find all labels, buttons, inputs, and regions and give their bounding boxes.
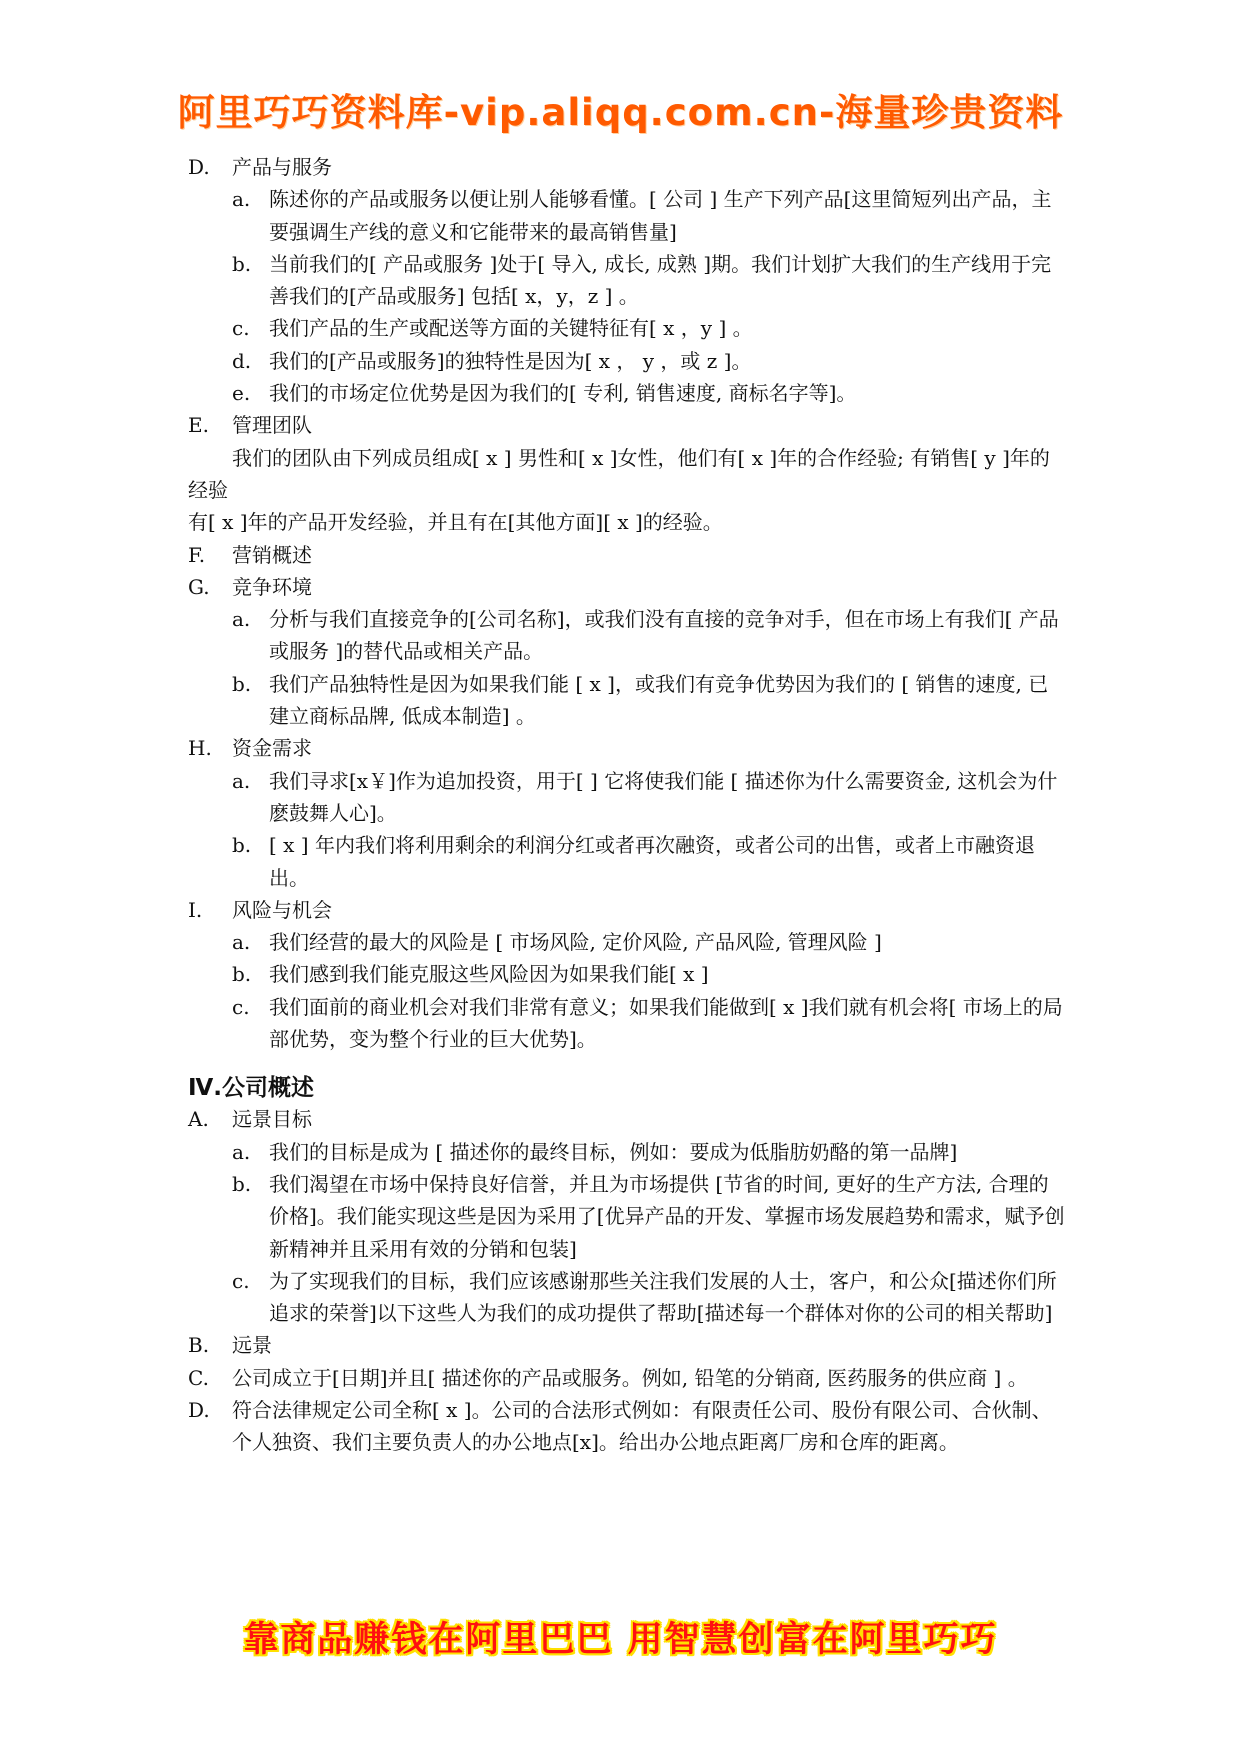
list-marker: a.	[232, 930, 251, 955]
list-item	[188, 958, 1068, 990]
list-marker: D.	[188, 155, 210, 179]
list-marker: a.	[232, 187, 251, 212]
list-marker: E.	[188, 413, 209, 438]
list-text: 为了实现我们的目标，我们应该感谢那些关注我们发展的人士，客户，和公众[描述你们所追求的荣誉]以下这些人为我们的成功提供了帮助[描述每一个群体对你的公司的相关帮助]	[269, 1268, 1057, 1326]
outline-item	[188, 1329, 1068, 1361]
list-text: 竞争环境	[232, 574, 312, 599]
list-text: 产品与服务	[232, 155, 332, 179]
list-item	[188, 829, 1068, 894]
list-item	[188, 926, 1068, 958]
list-marker: b.	[232, 833, 252, 858]
list-text: 资金需求	[232, 736, 312, 761]
list-item	[188, 312, 1068, 344]
list-text: 符合法律规定公司全称[ x ]。公司的合法形式例如：有限责任公司、股份有限公司、合伙制、个人独资、我们主要负责人的办公地点[x]。给出办公地点距离厂房和仓库的距离。	[232, 1397, 1052, 1455]
list-text: [ x ] 年内我们将利用剩余的利润分红或者再次融资，或者公司的出售，或者上市融资退出。	[269, 833, 1035, 890]
list-marker: F.	[188, 542, 206, 567]
list-item	[188, 1168, 1068, 1265]
list-marker: d.	[232, 348, 252, 373]
header-banner: 阿里巧巧资料库-vip.aliqq.com.cn-海量珍贵资料	[177, 91, 1064, 134]
list-marker: a.	[232, 768, 251, 793]
list-marker: e.	[232, 381, 251, 406]
list-item	[188, 1265, 1068, 1330]
list-text: 我们寻求[x￥]作为追加投资，用于[ ] 它将使我们能 [ 描述你为什么需要资金, 这机会为什麽鼓舞人心]。	[269, 768, 1058, 825]
list-item	[188, 765, 1068, 830]
list-marker: c.	[232, 994, 250, 1019]
outline-item	[188, 894, 1068, 926]
section-heading: Ⅳ.公司概述	[188, 1075, 315, 1102]
list-marker: C.	[188, 1365, 209, 1390]
list-text: 远景目标	[232, 1107, 312, 1132]
list-item	[188, 377, 1068, 409]
list-item	[188, 668, 1068, 733]
list-marker: c.	[232, 1268, 250, 1293]
list-text: 我们产品独特性是因为如果我们能 [ x ]，或我们有竞争优势因为我们的 [ 销售的速度, 已建立商标品牌, 低成本制造] 。	[269, 671, 1049, 729]
list-text: 营销概述	[232, 542, 312, 567]
list-marker: I.	[188, 897, 203, 922]
list-marker: b.	[232, 1171, 252, 1196]
paragraph: 我们的团队由下列成员组成[ x ] 男性和[ x ]女性，他们有[ x ]年的合作经验; 有销售[ y ]年的经验	[188, 445, 1050, 502]
list-marker: G.	[188, 574, 210, 599]
list-text: 风险与机会	[232, 897, 332, 922]
list-text: 我们经营的最大的风险是 [ 市场风险, 定价风险, 产品风险, 管理风险 ]	[269, 930, 882, 955]
footer-banner: 靠商品赚钱在阿里巴巴 用智慧创富在阿里巧巧	[243, 1620, 998, 1660]
list-text: 我们渴望在市场中保持良好信誉，并且为市场提供 [节省的时间, 更好的生产方法, 合理的价格]。我们能实现这些是因为采用了[优异产品的开发、掌握市场发展趋势和需求，赋予创新精神并且采用有效的分销和包装]	[269, 1171, 1065, 1261]
list-marker: A.	[188, 1107, 209, 1132]
list-text: 我们面前的商业机会对我们非常有意义；如果我们能做到[ x ]我们就有机会将[ 市场上的局部优势，变为整个行业的巨大优势]。	[269, 994, 1063, 1052]
outline-item	[188, 1394, 1068, 1459]
list-marker: H.	[188, 736, 212, 761]
list-text: 我们的目标是成为 [ 描述你的最终目标，例如：要成为低脂肪奶酪的第一品牌]	[269, 1139, 958, 1164]
document-body	[188, 151, 1068, 1459]
list-marker: a.	[232, 607, 251, 632]
list-text: 公司成立于[日期]并且[ 描述你的产品或服务。例如, 铅笔的分销商, 医药服务的供应商 ] 。	[232, 1365, 1028, 1390]
list-marker: a.	[232, 1139, 251, 1164]
list-marker: b.	[232, 671, 252, 696]
list-item	[188, 1136, 1068, 1168]
list-marker: D.	[188, 1397, 210, 1422]
outline-item	[188, 571, 1068, 603]
outline-item	[188, 409, 1068, 441]
list-item	[188, 603, 1068, 668]
outline-item	[188, 151, 1068, 183]
paragraph: 有[ x ]年的产品开发经验，并且有在[其他方面][ x ]的经验。	[188, 510, 723, 535]
list-marker: c.	[232, 316, 250, 341]
list-text: 我们的市场定位优势是因为我们的[ 专利, 销售速度, 商标名字等]。	[269, 381, 857, 406]
list-item	[188, 991, 1068, 1056]
list-text: 管理团队	[232, 413, 312, 438]
list-text: 我们感到我们能克服这些风险因为如果我们能[ x ]	[269, 962, 709, 987]
outline-item	[188, 539, 1068, 571]
list-text: 陈述你的产品或服务以便让别人能够看懂。[ 公司 ] 生产下列产品[这里简短列出产品，主要强调生产线的意义和它能带来的最高销售量]	[269, 187, 1052, 244]
list-marker: B.	[188, 1333, 210, 1358]
outline-item	[188, 1103, 1068, 1135]
list-text: 我们产品的生产或配送等方面的关键特征有[ x ，y ] 。	[269, 316, 753, 341]
list-text: 我们的[产品或服务]的独特性是因为[ x ， y ，或 z ]。	[269, 348, 752, 373]
list-marker: b.	[232, 251, 252, 276]
list-item	[188, 345, 1068, 377]
list-text: 分析与我们直接竞争的[公司名称]，或我们没有直接的竞争对手，但在市场上有我们[ 产品或服务 ]的替代品或相关产品。	[269, 607, 1059, 664]
list-text: 远景	[232, 1333, 272, 1358]
list-item	[188, 248, 1068, 313]
outline-item	[188, 1362, 1068, 1394]
list-marker: b.	[232, 962, 252, 987]
list-text: 当前我们的[ 产品或服务 ]处于[ 导入, 成长, 成熟 ]期。我们计划扩大我们的生产线用于完善我们的[产品或服务] 包括[ x，y，z ] 。	[269, 251, 1052, 309]
list-item	[188, 183, 1068, 248]
outline-item	[188, 732, 1068, 764]
